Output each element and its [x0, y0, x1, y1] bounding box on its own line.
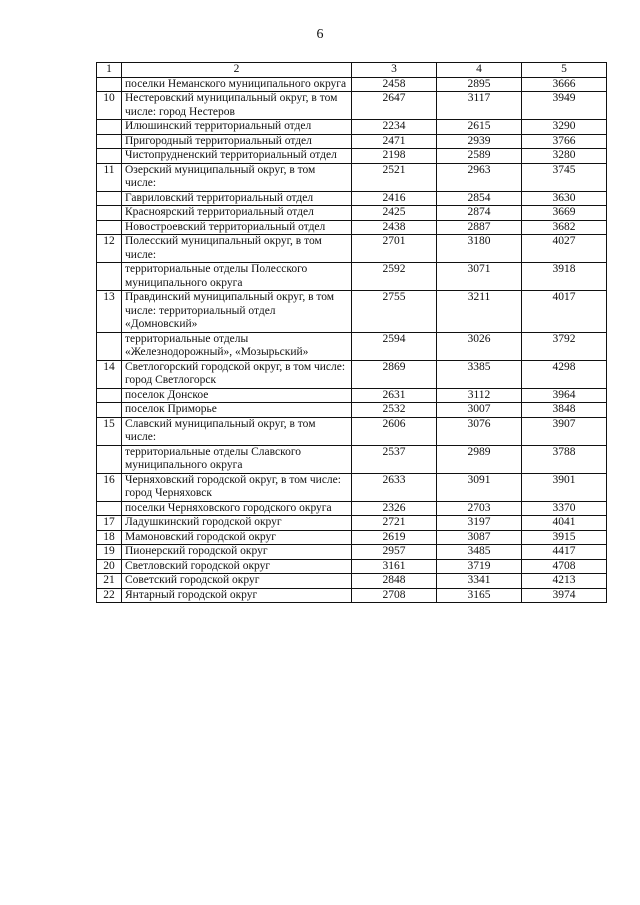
row-value-3: 2416: [352, 191, 437, 206]
row-value-5: 3630: [522, 191, 607, 206]
row-number: [97, 134, 122, 149]
row-value-3: 3161: [352, 559, 437, 574]
table-row: [97, 134, 607, 149]
row-value-3: 2326: [352, 501, 437, 516]
row-value-4: 2874: [437, 206, 522, 221]
row-number: [97, 206, 122, 221]
row-number: [97, 403, 122, 418]
row-name: Новостроевский территориальный отдел: [122, 220, 352, 235]
table-row: [97, 360, 607, 388]
row-value-3: 2198: [352, 149, 437, 164]
row-value-5: 3766: [522, 134, 607, 149]
row-name: территориальные отделы Полесского муниципального округа: [122, 263, 352, 291]
row-value-3: 2721: [352, 516, 437, 531]
row-value-4: 2963: [437, 163, 522, 191]
row-value-4: 3076: [437, 417, 522, 445]
row-value-3: 2471: [352, 134, 437, 149]
row-value-3: 2234: [352, 120, 437, 135]
row-value-5: 3669: [522, 206, 607, 221]
row-value-3: 2701: [352, 235, 437, 263]
row-value-5: 3290: [522, 120, 607, 135]
table-row: [97, 92, 607, 120]
row-value-5: 3918: [522, 263, 607, 291]
row-value-4: 3112: [437, 388, 522, 403]
table-row: [97, 149, 607, 164]
row-value-3: 2869: [352, 360, 437, 388]
table-row: [97, 291, 607, 333]
row-value-3: 2957: [352, 545, 437, 560]
row-value-5: 4027: [522, 235, 607, 263]
row-number: [97, 332, 122, 360]
row-number: [97, 149, 122, 164]
row-value-4: 3087: [437, 530, 522, 545]
row-value-5: 4708: [522, 559, 607, 574]
row-name: Правдинский муниципальный округ, в том числе: территориальный отдел «Домновский»: [122, 291, 352, 333]
row-number: 14: [97, 360, 122, 388]
table-row: [97, 332, 607, 360]
row-name: Нестеровский муниципальный округ, в том числе: город Нестеров: [122, 92, 352, 120]
row-name: Славский муниципальный округ, в том числе:: [122, 417, 352, 445]
row-value-4: 3117: [437, 92, 522, 120]
row-value-3: 2633: [352, 473, 437, 501]
row-number: 12: [97, 235, 122, 263]
row-name: поселок Донское: [122, 388, 352, 403]
row-value-4: 2589: [437, 149, 522, 164]
row-value-5: 3370: [522, 501, 607, 516]
table-row: [97, 559, 607, 574]
row-number: [97, 263, 122, 291]
table-row: [97, 530, 607, 545]
table-row: [97, 417, 607, 445]
table-row: [97, 206, 607, 221]
row-value-4: 2703: [437, 501, 522, 516]
row-value-5: 3915: [522, 530, 607, 545]
row-value-4: 2939: [437, 134, 522, 149]
row-name: Янтарный городской округ: [122, 588, 352, 603]
table-row: [97, 235, 607, 263]
row-value-4: 3341: [437, 574, 522, 589]
table-row: [97, 263, 607, 291]
row-value-4: 2989: [437, 445, 522, 473]
row-value-4: 3007: [437, 403, 522, 418]
row-name: Илюшинский территориальный отдел: [122, 120, 352, 135]
row-value-5: 3907: [522, 417, 607, 445]
row-value-3: 2755: [352, 291, 437, 333]
row-number: 19: [97, 545, 122, 560]
row-number: 17: [97, 516, 122, 531]
row-value-4: 2615: [437, 120, 522, 135]
row-value-4: 3485: [437, 545, 522, 560]
table-row: [97, 220, 607, 235]
table-row: [97, 574, 607, 589]
row-value-4: 3180: [437, 235, 522, 263]
header-cell-4: 4: [437, 63, 522, 78]
row-name: Светлогорский городской округ, в том числе: город Светлогорск: [122, 360, 352, 388]
row-number: 20: [97, 559, 122, 574]
row-name: поселки Черняховского городского округа: [122, 501, 352, 516]
row-name: Озерский муниципальный округ, в том числе:: [122, 163, 352, 191]
row-value-5: 3848: [522, 403, 607, 418]
header-cell-5: 5: [522, 63, 607, 78]
row-value-5: 3949: [522, 92, 607, 120]
table-row: [97, 120, 607, 135]
row-number: 15: [97, 417, 122, 445]
row-value-5: 3666: [522, 77, 607, 92]
row-value-5: 3964: [522, 388, 607, 403]
row-value-3: 2521: [352, 163, 437, 191]
row-name: Чистопрудненский территориальный отдел: [122, 149, 352, 164]
table-row: [97, 388, 607, 403]
row-value-3: 2647: [352, 92, 437, 120]
row-value-5: 3788: [522, 445, 607, 473]
row-number: 21: [97, 574, 122, 589]
row-value-5: 3745: [522, 163, 607, 191]
row-number: [97, 191, 122, 206]
row-value-4: 3385: [437, 360, 522, 388]
table-row: [97, 545, 607, 560]
row-value-4: 2887: [437, 220, 522, 235]
row-value-5: 3792: [522, 332, 607, 360]
row-value-3: 2631: [352, 388, 437, 403]
row-value-3: 2619: [352, 530, 437, 545]
row-number: 18: [97, 530, 122, 545]
row-name: поселки Неманского муниципального округа: [122, 77, 352, 92]
table-row: [97, 473, 607, 501]
row-value-4: 3197: [437, 516, 522, 531]
row-value-5: 4417: [522, 545, 607, 560]
row-number: 11: [97, 163, 122, 191]
row-value-4: 3165: [437, 588, 522, 603]
row-value-3: 2537: [352, 445, 437, 473]
row-value-5: 4298: [522, 360, 607, 388]
row-name: Пригородный территориальный отдел: [122, 134, 352, 149]
row-name: Ладушкинский городской округ: [122, 516, 352, 531]
row-name: территориальные отделы «Железнодорожный», «Мозырьский»: [122, 332, 352, 360]
row-value-5: 3974: [522, 588, 607, 603]
row-value-4: 3211: [437, 291, 522, 333]
row-value-3: 2425: [352, 206, 437, 221]
table-body: [97, 77, 607, 603]
row-value-4: 2895: [437, 77, 522, 92]
row-name: Гавриловский территориальный отдел: [122, 191, 352, 206]
row-value-4: 3026: [437, 332, 522, 360]
row-name: поселок Приморье: [122, 403, 352, 418]
row-name: Светловский городской округ: [122, 559, 352, 574]
row-value-4: 2854: [437, 191, 522, 206]
row-number: [97, 120, 122, 135]
row-value-5: 3280: [522, 149, 607, 164]
row-value-3: 2606: [352, 417, 437, 445]
row-number: [97, 77, 122, 92]
row-value-4: 3071: [437, 263, 522, 291]
table-row: [97, 516, 607, 531]
row-name: Черняховский городской округ, в том числе: город Черняховск: [122, 473, 352, 501]
row-value-3: 2848: [352, 574, 437, 589]
row-value-3: 2458: [352, 77, 437, 92]
row-number: 22: [97, 588, 122, 603]
row-value-3: 2708: [352, 588, 437, 603]
table-row: [97, 501, 607, 516]
row-value-5: 4213: [522, 574, 607, 589]
table-header: [97, 63, 607, 78]
row-value-4: 3719: [437, 559, 522, 574]
row-name: Пионерский городской округ: [122, 545, 352, 560]
table-row: [97, 445, 607, 473]
row-number: 16: [97, 473, 122, 501]
row-name: Советский городской округ: [122, 574, 352, 589]
table-row: [97, 403, 607, 418]
row-value-4: 3091: [437, 473, 522, 501]
row-number: [97, 220, 122, 235]
table-row: [97, 191, 607, 206]
row-value-5: 4041: [522, 516, 607, 531]
row-value-3: 2592: [352, 263, 437, 291]
row-value-3: 2532: [352, 403, 437, 418]
header-cell-1: 1: [97, 63, 122, 78]
header-row: [97, 63, 607, 78]
row-number: [97, 388, 122, 403]
header-cell-2: 2: [122, 63, 352, 78]
table-row: [97, 77, 607, 92]
row-number: [97, 445, 122, 473]
row-value-5: 4017: [522, 291, 607, 333]
row-value-3: 2438: [352, 220, 437, 235]
table-row: [97, 588, 607, 603]
row-name: Красноярский территориальный отдел: [122, 206, 352, 221]
row-number: 10: [97, 92, 122, 120]
row-value-5: 3901: [522, 473, 607, 501]
header-cell-3: 3: [352, 63, 437, 78]
row-value-5: 3682: [522, 220, 607, 235]
row-name: Полесский муниципальный округ, в том числе:: [122, 235, 352, 263]
row-name: территориальные отделы Славского муниципального округа: [122, 445, 352, 473]
table-row: [97, 163, 607, 191]
row-number: 13: [97, 291, 122, 333]
row-name: Мамоновский городской округ: [122, 530, 352, 545]
row-value-3: 2594: [352, 332, 437, 360]
row-number: [97, 501, 122, 516]
page-number: 6: [316, 27, 324, 42]
data-table: [96, 62, 607, 603]
